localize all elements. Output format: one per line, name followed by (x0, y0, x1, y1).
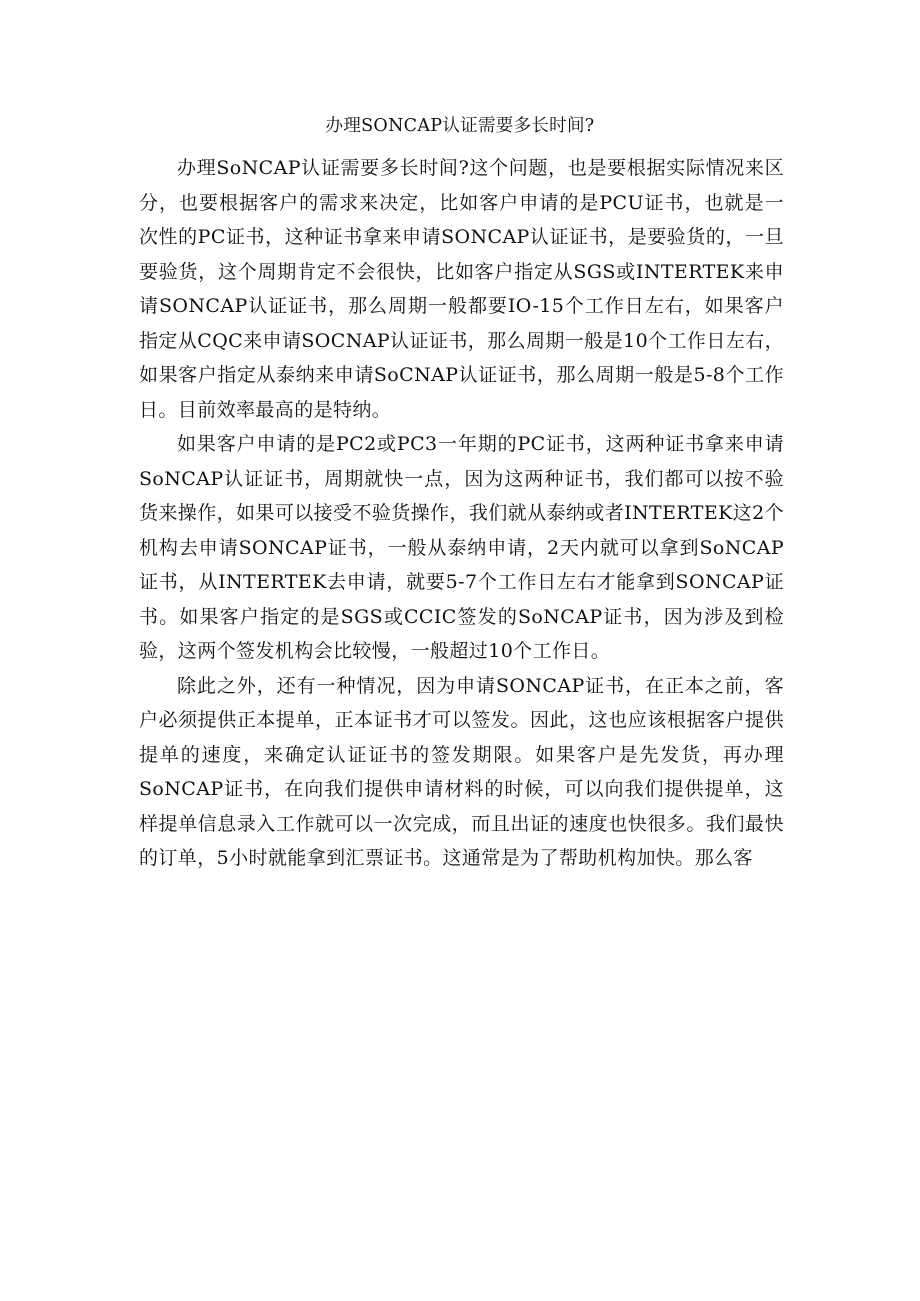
document-body (139, 151, 784, 876)
paragraph-2: 如果客户申请的是PC2或PC3一年期的PC证书，这两种证书拿来申请SoNCAP认证证书，周期就快一点，因为这两种证书，我们都可以按不验货来操作，如果可以接受不验货操作，我们就从泰纳或者INTERTEK这2个机构去申请SONCAP证书，一般从泰纳申请，2天内就可以拿到SoNCAP证书，从INTERTEK去申请，就要5-7个工作日左右才能拿到SONCAP证书。如果客户指定的是SGS或CCIC签发的SoNCAP证书，因为涉及到检验，这两个签发机构会比较慢，一般超过10个工作日。 (139, 433, 784, 662)
paragraph-1: 办理SoNCAP认证需要多长时间?这个问题，也是要根据实际情况来区分，也要根据客户的需求来决定，比如客户申请的是PCU证书，也就是一次性的PC证书，这种证书拿来申请SONCAP认证证书，是要验货的，一旦要验货，这个周期肯定不会很快，比如客户指定从SGS或INTERTEK来申请SONCAP认证证书，那么周期一般都要IO-15个工作日左右，如果客户指定从CQC来申请SOCNAP认证证书，那么周期一般是10个工作日左右，如果客户指定从泰纳来申请SoCNAP认证证书，那么周期一般是5-8个工作日。目前效率最高的是特纳。 (139, 157, 784, 421)
document-title: 办理SONCAP认证需要多长时间? (325, 116, 595, 136)
paragraph-3: 除此之外，还有一种情况，因为申请SONCAP证书，在正本之前，客户必须提供正本提单，正本证书才可以签发。因此，这也应该根据客户提供提单的速度，来确定认证证书的签发期限。如果客户是先发货，再办理SoNCAP证书，在向我们提供申请材料的时候，可以向我们提供提单，这样提单信息录入工作就可以一次完成，而且出证的速度也快很多。我们最快的订单，5小时就能拿到汇票证书。这通常是为了帮助机构加快。那么客 (139, 674, 784, 869)
